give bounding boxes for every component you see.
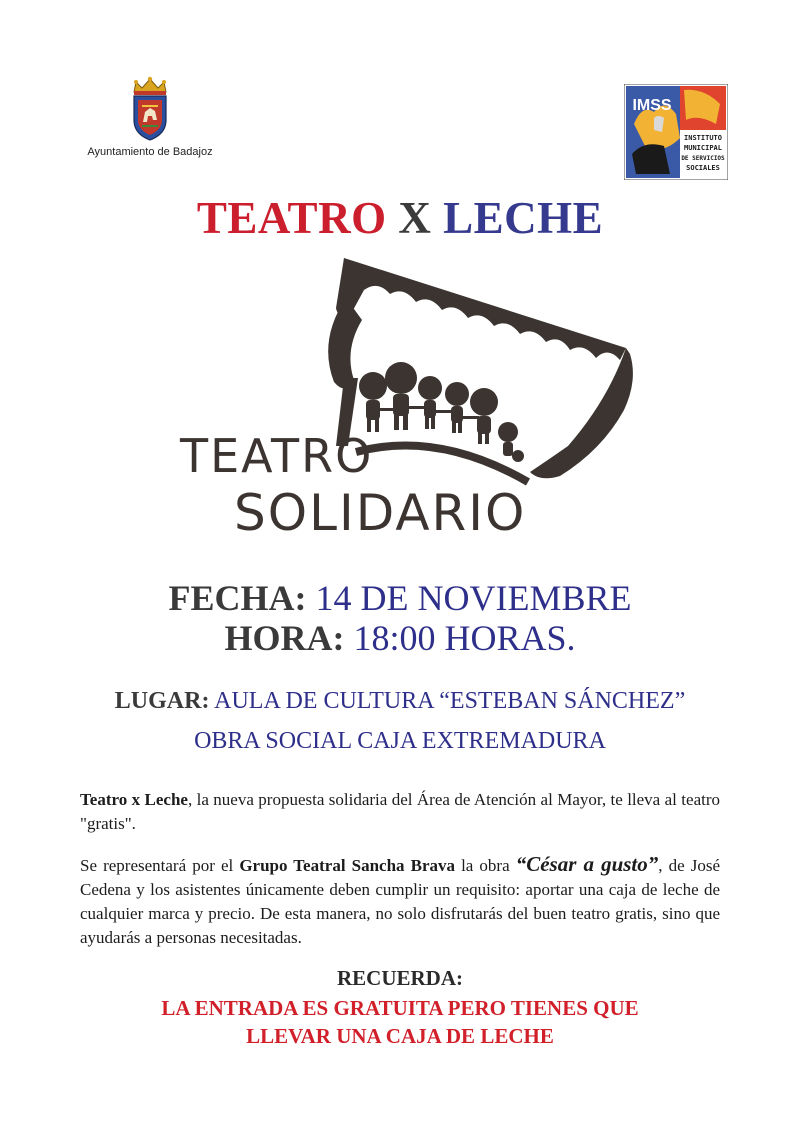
group-name: Grupo Teatral Sancha Brava [239,856,455,875]
stage-arc-icon [356,445,528,482]
imss-logo [624,84,728,180]
details-end: , de José Cedena y los asistentes únicamente deben cumplir un requisito: aportar una caja de leche de cualquier marca y precio. De esta manera, no solo disfrutarás del buen teatro gratis, sino que ayudarás a personas necesitadas. [80,856,721,947]
details-mid: la obra [455,856,516,875]
warning-line-2: LLEVAR UNA CAJA DE LECHE [246,1024,554,1048]
title-word-teatro: TEATRO [196,193,387,243]
lugar-value: AULA DE CULTURA “ESTEBAN SÁNCHEZ” [214,688,686,714]
logo-text-teatro: TEATRO [180,429,374,483]
left-curtain-icon [328,298,362,389]
warning-line-1: LA ENTRADA ES GRATUITA PERO TIENES QUE [161,996,639,1020]
paragraph-details [80,852,720,950]
entry-warning [100,994,700,1050]
imss-text-line-3: DE SERVICIOS [681,155,725,162]
curtain-valance-icon [342,258,626,360]
intro-rest: , la nueva propuesta solidaria del Área de Atención al Mayor, te lleva al teatro "gratis". [80,790,721,833]
details-start: Se representará por el [80,856,240,875]
coat-of-arms-icon [128,76,172,142]
logo-text-solidario: SOLIDARIO [234,484,527,542]
organizer-line: OBRA SOCIAL CAJA EXTREMADURA [194,728,606,754]
fecha-value: 14 DE NOVIEMBRE [315,578,632,618]
play-title: “César a gusto” [515,852,659,876]
right-curtain-icon [530,348,633,478]
recuerda-heading: RECUERDA: [337,966,463,990]
lugar-label: LUGAR: [114,688,210,714]
ayuntamiento-logo [70,76,230,158]
fecha-label: FECHA: [168,578,307,618]
imss-text-line-4: SOCIALES [686,164,720,172]
ayuntamiento-caption: Ayuntamiento de Badajoz [87,146,213,158]
imss-acronym: IMSS [632,97,672,114]
hora-label: HORA: [224,618,345,658]
hora-value: 18:00 HORAS. [353,618,576,658]
imss-text-line-1: INSTITUTO [684,134,722,142]
title-word-x: X [398,193,432,243]
intro-bold: Teatro x Leche [80,790,188,809]
lugar-line [0,688,800,715]
imss-text-line-2: MUNICIPAL [684,144,722,152]
fecha-line [0,577,800,619]
title-word-leche: LECHE [443,193,604,243]
paragraph-intro [80,788,720,836]
hora-line [0,617,800,659]
teatro-solidario-logo [168,250,648,550]
poster-title [0,192,800,244]
